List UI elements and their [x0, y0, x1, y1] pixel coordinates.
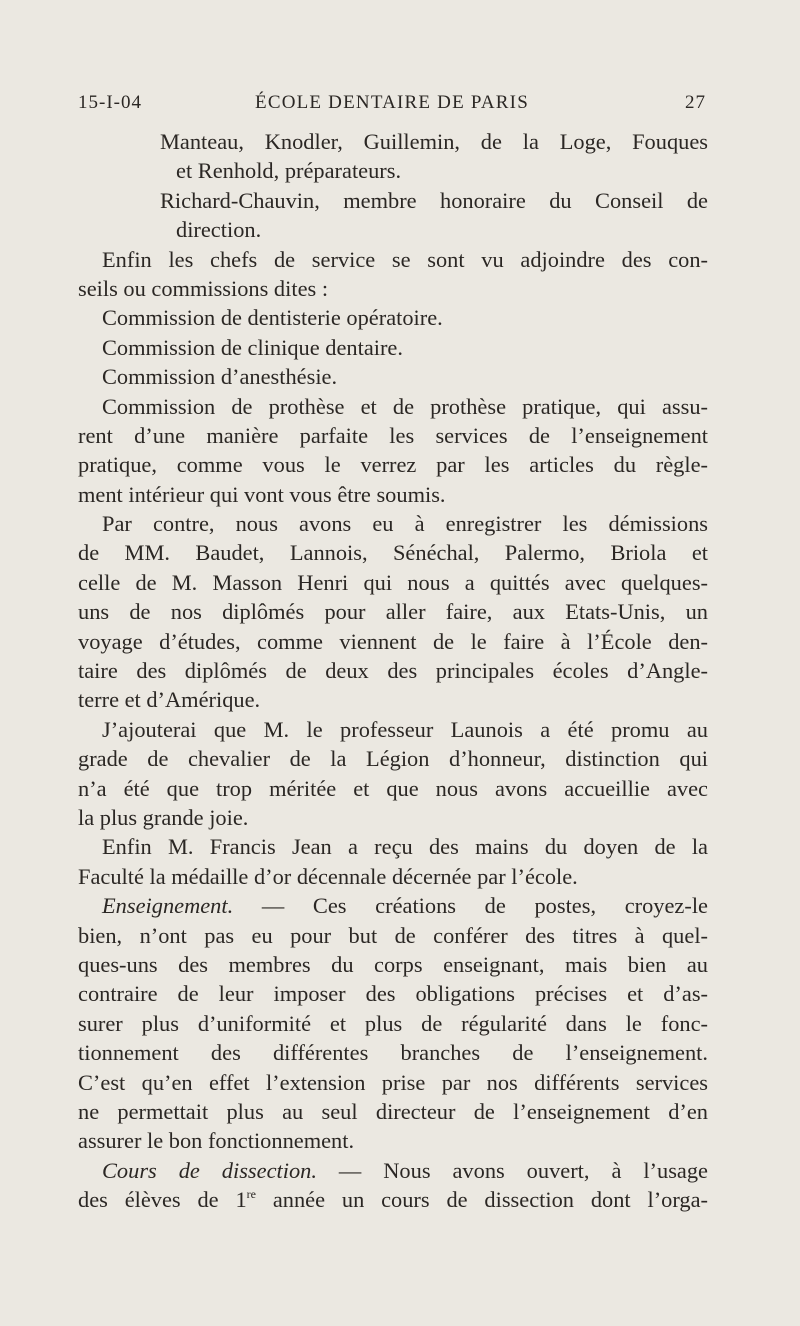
line-text: Commission de dentisterie opératoire.	[102, 305, 443, 331]
text-line	[78, 1185, 708, 1214]
page-number: 27	[685, 92, 706, 113]
line-text: n’a été que trop méritée et que nous avons accueillie avec	[78, 775, 708, 801]
line-text-continued: année un cours de dissection dont l’orga-	[255, 1187, 708, 1213]
line-text: direction.	[176, 217, 262, 243]
text-line	[78, 1009, 708, 1038]
line-text: J’ajouterai que M. le professeur Launois a été promu au	[102, 716, 708, 742]
text-line	[78, 450, 708, 479]
text-line	[78, 979, 708, 1008]
text-line	[78, 1126, 708, 1155]
text-line	[78, 421, 708, 450]
text-line	[78, 774, 708, 803]
line-text: Commission d’anesthésie.	[102, 364, 338, 390]
running-header	[78, 92, 706, 118]
text-line	[78, 1097, 708, 1126]
text-line	[78, 891, 708, 920]
text-line	[78, 362, 708, 391]
text-line	[78, 156, 708, 185]
body-text	[78, 127, 708, 1214]
ordinal-suffix: re	[246, 1187, 256, 1202]
header-date: 15-I-04	[78, 92, 142, 113]
text-line	[78, 127, 708, 156]
line-text: seils ou commissions dites :	[78, 275, 329, 301]
text-line	[78, 1156, 708, 1185]
line-text: assurer le bon fonctionnement.	[78, 1128, 355, 1154]
line-text: Manteau, Knodler, Guillemin, de la Loge, Fouques	[160, 129, 708, 154]
line-text: — Nous avons ouvert, à l’usage	[316, 1157, 708, 1183]
text-line	[78, 274, 708, 303]
line-text: la plus grande joie.	[78, 804, 249, 830]
line-text: tionnement des différentes branches de l’enseignement.	[78, 1040, 708, 1066]
line-text: grade de chevalier de la Légion d’honneur, distinction qui	[78, 746, 708, 772]
text-line	[78, 597, 708, 626]
line-text: uns de nos diplômés pour aller faire, aux Etats-Unis, un	[78, 599, 708, 625]
line-text: bien, n’ont pas eu pour but de conférer des titres à quel-	[78, 922, 708, 948]
text-line	[78, 245, 708, 274]
text-line	[78, 480, 708, 509]
text-line	[78, 832, 708, 861]
text-line	[78, 950, 708, 979]
text-line	[78, 538, 708, 567]
line-text: surer plus d’uniformité et plus de régularité dans le fonc-	[78, 1010, 708, 1036]
line-text: pratique, comme vous le verrez par les articles du règle-	[78, 452, 708, 478]
line-text: — Ces créations de postes, croyez-le	[233, 893, 708, 919]
line-text: Faculté la médaille d’or décennale décernée par l’école.	[78, 863, 578, 889]
line-text: des élèves de	[78, 1187, 236, 1213]
text-line	[78, 186, 708, 215]
section-heading: Cours de dissection.	[102, 1157, 317, 1183]
text-line	[78, 392, 708, 421]
line-text: contraire de leur imposer des obligations précises et d’as-	[78, 981, 708, 1007]
line-text: Commission de clinique dentaire.	[102, 334, 403, 360]
text-line	[78, 862, 708, 891]
text-line	[78, 715, 708, 744]
text-line	[78, 744, 708, 773]
line-text: et Renhold, préparateurs.	[176, 158, 402, 184]
text-line	[78, 215, 708, 244]
line-text: Commission de prothèse et de prothèse pratique, qui assu-	[102, 393, 708, 419]
text-line	[78, 1068, 708, 1097]
line-text: C’est qu’en effet l’extension prise par nos différents services	[78, 1069, 708, 1095]
line-text: Richard-Chauvin, membre honoraire du Conseil de	[160, 187, 708, 213]
text-line	[78, 656, 708, 685]
line-text: terre et d’Amérique.	[78, 687, 261, 713]
line-text: Par contre, nous avons eu à enregistrer les démissions	[102, 511, 708, 537]
line-text: voyage d’études, comme viennent de le faire à l’École den-	[78, 628, 708, 654]
line-text: Enfin M. Francis Jean a reçu des mains du doyen de la	[102, 834, 708, 860]
section-heading: Enseignement.	[102, 893, 234, 919]
text-line	[78, 333, 708, 362]
header-title: ÉCOLE DENTAIRE DE PARIS	[255, 92, 529, 113]
text-line	[78, 303, 708, 332]
line-text: ment intérieur qui vont vous être soumis.	[78, 481, 446, 507]
text-line	[78, 627, 708, 656]
line-text: ne permettait plus au seul directeur de l’enseignement d’en	[78, 1098, 708, 1124]
line-text: Enfin les chefs de service se sont vu adjoindre des con-	[102, 246, 708, 272]
line-text: ques-uns des membres du corps enseignant, mais bien au	[78, 951, 708, 977]
line-text: de MM. Baudet, Lannois, Sénéchal, Palermo, Briola et	[78, 540, 708, 566]
line-text: celle de M. Masson Henri qui nous a quittés avec quelques-	[78, 569, 708, 595]
text-line	[78, 803, 708, 832]
ordinal-number: 1	[235, 1187, 247, 1213]
line-text: rent d’une manière parfaite les services de l’enseignement	[78, 422, 708, 448]
line-text: taire des diplômés de deux des principales écoles d’Angle-	[78, 658, 708, 684]
text-line	[78, 685, 708, 714]
text-line	[78, 568, 708, 597]
text-line	[78, 921, 708, 950]
text-line	[78, 509, 708, 538]
text-line	[78, 1038, 708, 1067]
